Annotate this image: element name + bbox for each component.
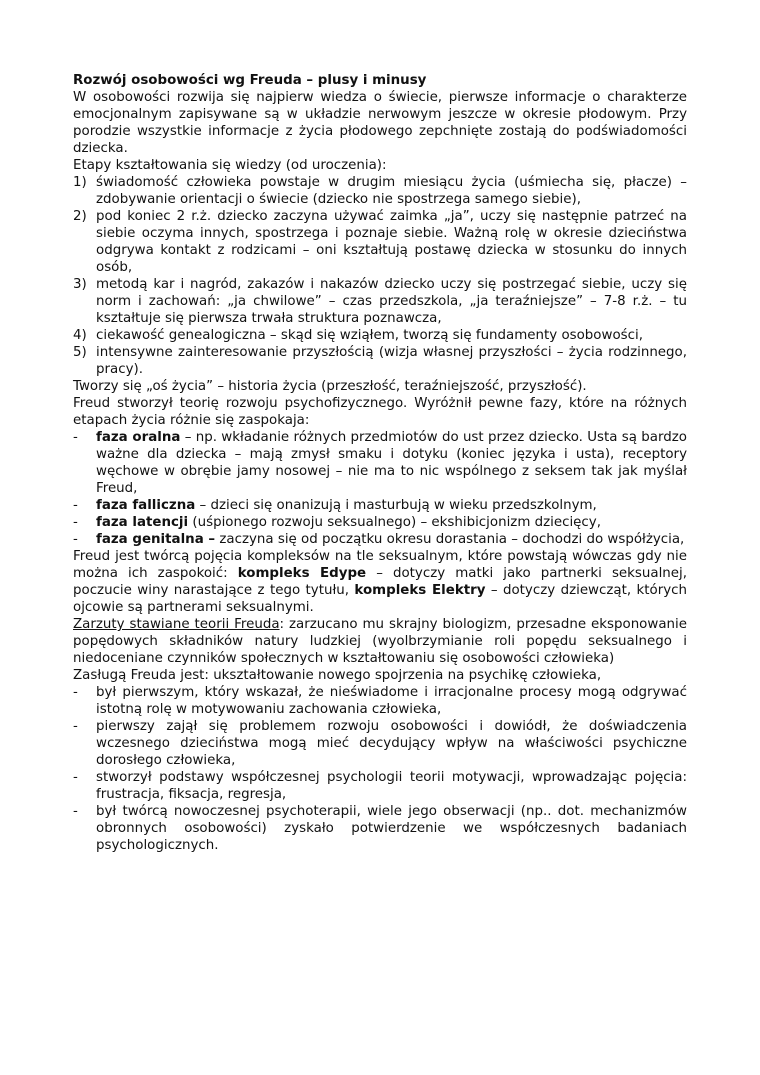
list-item [73,208,687,276]
list-item [73,497,687,514]
list-item [73,327,687,344]
list-item-text: pierwszy zajął się problemem rozwoju osobowości i dowiódł, że doświadczenia wczesnego dzieciństwa mogą mieć decydujący wpływ na właściwości psychiczne dorosłego człowieka, [96,719,687,768]
list-item [73,718,687,769]
list-number: 3) [73,277,87,292]
complexes-paragraph [73,548,687,616]
list-item-text: był pierwszym, który wskazał, że nieświadome i irracjonalne procesy mogą odgrywać istotną rolę w motywowaniu zachowania człowieka, [96,685,687,717]
list-item-text: świadomość człowieka powstaje w drugim miesiącu życia (uśmiecha się, płacze) – zdobywanie orientacji o świecie (dziecko nie spostrzega samego siebie), [96,175,687,207]
complexes-text-3: – dotyczy dziewcząt, których ojcowie są partnerami seksualnymi. [73,583,687,615]
phase-name: faza latencji [96,515,189,530]
list-item-text: metodą kar i nagród, zakazów i nakazów dziecko uczy się postrzegać siebie, uczy się norm i zachowań: „ja chwilowe” – czas przedszkola, „ja teraźniejsze” – 7-8 r.ż. – tu kształtuje się pierwsza trwała struktura poznawcza, [96,277,687,326]
electra-complex-term: kompleks Elektry [354,583,486,598]
merits-list [73,684,687,854]
document-page [73,72,687,854]
list-dash: - [73,770,78,785]
list-item-text: intensywne zainteresowanie przyszłością (wizja własnej przyszłości – życia rodzinnego, pracy). [96,345,687,377]
document-title: Rozwój osobowości wg Freuda – plusy i minusy [73,73,427,88]
list-item [73,803,687,854]
list-item [73,514,687,531]
list-dash: - [73,804,78,819]
list-dash: - [73,430,78,445]
list-dash: - [73,532,78,547]
stages-list [73,174,687,378]
list-dash: - [73,719,78,734]
intro-paragraph: W osobowości rozwija się najpierw wiedza o świecie, pierwsze informacje o charakterze emocjonalnym zapisywane są w układzie nerwowym jeszcze w okresie płodowym. Przy porodzie wszystkie informacje z życia płodowego zepchnięte zostają do podświadomości dziecka. [73,90,687,156]
phase-name: faza genitalna – [96,532,216,547]
phase-name: faza falliczna [96,498,196,513]
list-number: 4) [73,328,87,343]
list-item [73,174,687,208]
phases-list [73,429,687,548]
list-item-text: pod koniec 2 r.ż. dziecko zaczyna używać zaimka „ja”, uczy się następnie patrzeć na siebie oczyma innych, spostrzega i poznaje siebie. Ważną rolę w okresie dzieciństwa odgrywa kontakt z rodzicami – oni kształtują postawę dziecka w stosunku do innych osób, [96,209,687,275]
list-dash: - [73,685,78,700]
list-item [73,684,687,718]
criticism-text: : zarzucano mu skrajny biologizm, przesadne eksponowanie popędowych składników natury ludzkiej (wyolbrzymianie roli popędu seksualnego i niedoceniane czynników społecznych w kształtowaniu się osobowości człowieka) [73,617,687,666]
list-number: 1) [73,175,87,190]
list-item-text: stworzył podstawy współczesnej psychologii teorii motywacji, wprowadzając pojęcia: frustracja, fiksacja, regresja, [96,770,687,802]
list-item [73,429,687,497]
list-item-text: ciekawość genealogiczna – skąd się wziąłem, tworzą się fundamenty osobowości, [96,328,643,343]
phase-text: (uśpionego rozwoju seksualnego) – ekshibicjonizm dziecięcy, [188,515,601,530]
freud-intro-paragraph: Freud stworzył teorię rozwoju psychofizycznego. Wyróżnił pewne fazy, które na różnych etapach życia różnie się zaspokaja: [73,396,687,428]
complexes-text-2: – dotyczy matki jako partnerki seksualnej, poczucie winy narastające z tego tytułu, [73,566,688,598]
axis-of-life-line: Tworzy się „oś życia” – historia życia (przeszłość, teraźniejszość, przyszłość). [73,379,587,394]
list-dash: - [73,515,78,530]
merits-heading: Zasługą Freuda jest: ukształtowanie nowego spojrzenia na psychikę człowieka, [73,668,602,683]
list-number: 2) [73,209,87,224]
oedipus-complex-term: kompleks Edype [237,566,367,581]
list-number: 5) [73,345,87,360]
criticism-label: Zarzuty stawiane teorii Freuda [73,617,280,632]
list-item [73,769,687,803]
phase-text: – np. wkładanie różnych przedmiotów do ust przez dziecko. Usta są bardzo ważne dla dziecka – mają zmysł smaku i dotyku (koniec języka i usta), receptory węchowe w obrębie jamy nosowej – nie ma to nic wspólnego z seksem tak jak myślał Freud, [96,430,687,496]
list-item [73,344,687,378]
list-dash: - [73,498,78,513]
phase-text: zaczyna się od początku okresu dorastania – dochodzi do współżycia, [215,532,685,547]
criticism-paragraph [73,616,687,667]
list-item-text: był twórcą nowoczesnej psychoterapii, wiele jego obserwacji (np.. dot. mechanizmów obronnych osobowości) zyskało potwierdzenie we współczesnych badaniach psychologicznych. [96,804,687,853]
complexes-text-1: Freud jest twórcą pojęcia kompleksów na tle seksualnym, które powstają wówczas gdy nie można ich zaspokoić: [73,549,687,581]
list-item [73,531,687,548]
list-item [73,276,687,327]
stages-heading: Etapy kształtowania się wiedzy (od uroczenia): [73,158,387,173]
phase-name: faza oralna [96,430,181,445]
phase-text: – dzieci się onanizują i masturbują w wieku przedszkolnym, [195,498,597,513]
